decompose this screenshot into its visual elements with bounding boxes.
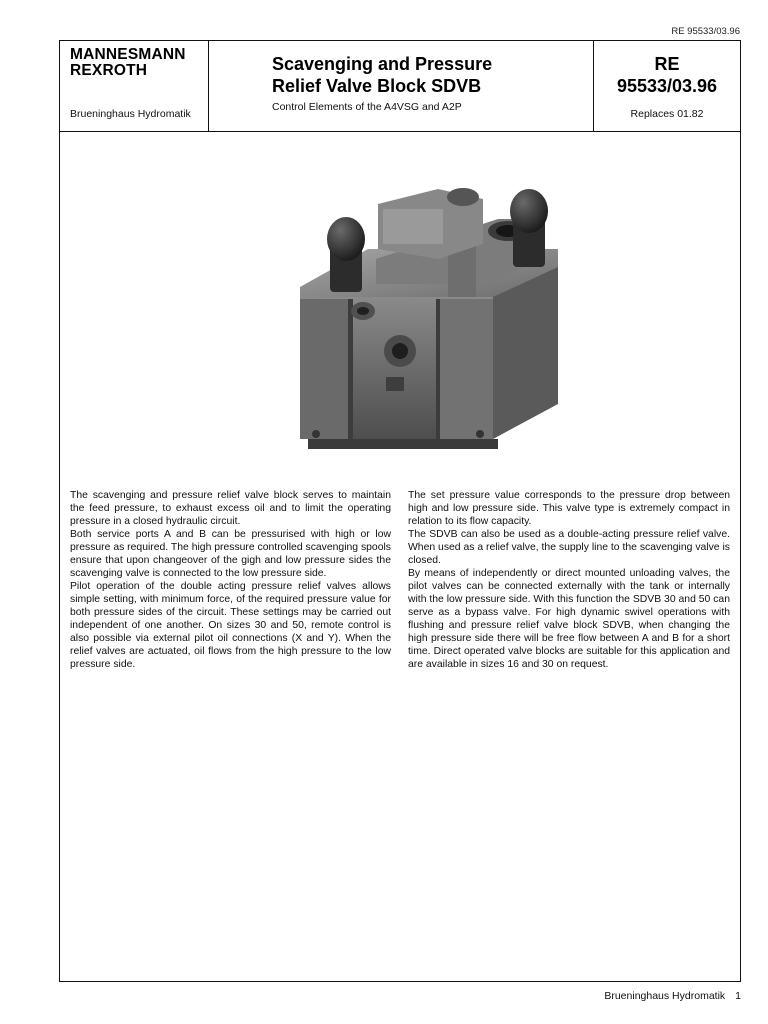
replaces-note: Replaces 01.82 [630,108,704,120]
body-column-right [408,489,730,671]
body-paragraph: The scavenging and pressure relief valve block serves to maintain the feed pressure, to exhaust excess oil and to limit the operating pressure in a closed hydraulic circuit. [70,490,391,527]
valve-block-photo [288,149,568,459]
logo-text-rexroth: REXROTH [70,62,148,79]
header-title-cell [209,41,594,131]
body-paragraph: The set pressure value corresponds to the pressure drop between high and low pressure side. This valve type is extremely compact in relation to its flow capacity. [408,490,730,527]
body-paragraph: The SDVB can also be used as a double-acting pressure relief valve. When used as a relief valve, the supply line to the scavenging valve is closed. [408,529,730,566]
document-subtitle: Control Elements of the A4VSG and A2P [272,101,462,113]
logo-text-mannesmann: MANNESMANN [70,46,186,63]
page-frame [59,40,741,982]
header-reference-cell [594,41,740,131]
header-table [60,41,740,132]
document-title-line-2: Relief Valve Block SDVB [272,76,482,96]
page-number: 1 [735,990,741,1002]
document-title-line-1: Scavenging and Pressure [272,54,493,74]
reference-prefix: RE [654,54,680,74]
body-paragraph: By means of independently or direct mounted unloading valves, the pilot valves can be connected externally with the tank or internally with the low pressure side. With this function the SDVB 30 and 50 can serve as a bypass valve. For high dynamic swivel operations with flushing and pressure relief valve block SDVB, when changing the high pressure side there will be free flow between A and B for a short time. Direct operated valve blocks are suitable for this application and are available in sizes 16 and 30 on request. [408,568,730,670]
reference-number: 95533/03.96 [616,76,718,96]
footer-company: Brueninghaus Hydromatik [604,990,726,1002]
page-footer [604,990,741,1002]
company-name: Brueninghaus Hydromatik [70,108,191,120]
body-paragraph: Pilot operation of the double acting pressure relief valves allows simple setting, with minimum force, of the required pressure value for both pressure sides of the circuit. These settings may be carried out independent of one another. On sizes 30 and 50, remote control is also possible via external pilot oil connections (X and Y). When the relief valves are actuated, oil flows from the high pressure to the low pressure side. [70,581,391,670]
header-logo-cell [60,41,209,131]
body-column-left [70,489,391,671]
document-reference-top: RE 95533/03.96 [671,26,740,37]
body-paragraph: Both service ports A and B can be pressurised with high or low pressure as required. The high pressure controlled scavenging spools ensure that upon changeover of the gigh and low pressure sides the scavenging valve is connected to the low pressure side. [70,529,391,579]
